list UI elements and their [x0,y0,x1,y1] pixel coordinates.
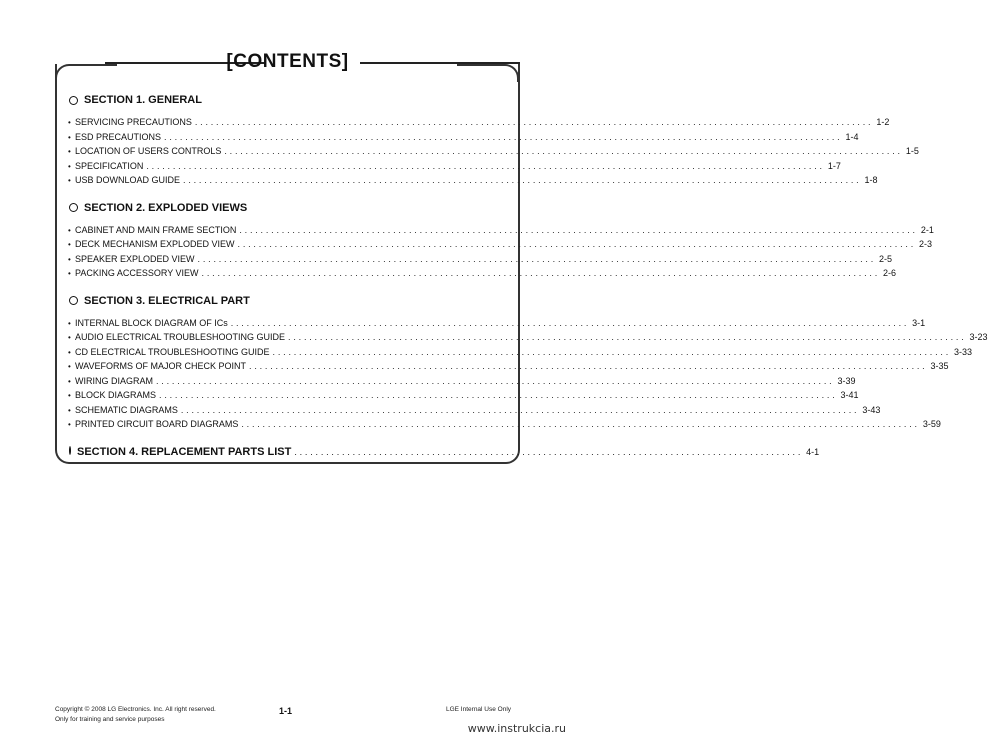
bullet-icon: • [68,333,71,342]
bullet-icon: • [68,420,71,429]
leader-dots: ................................................................................................................................ [194,117,874,127]
leader-dots: ................................................................................................................................ [249,361,928,371]
leader-dots: ................................................................................................................................ [180,404,860,415]
toc-entry[interactable] [68,115,890,130]
toc-entry[interactable] [68,237,933,252]
circle-bullet-icon [69,203,78,212]
section-heading-row[interactable] [68,90,500,110]
leader-dots: ................................................................................................................................ [239,224,918,235]
leader-dots: ................................................................................................................................ [183,175,862,185]
bullet-icon: • [68,161,71,171]
training-text: Only for training and service purposes [55,716,165,723]
toc-section [68,198,934,281]
entry-label: AUDIO ELECTRICAL TROUBLESHOOTING GUIDE [75,332,286,342]
toc-entry[interactable] [68,159,841,174]
frame-corner-right [457,64,519,82]
leader-dots: ................................................................................................................................ [224,146,903,156]
page-ref: 1-4 [845,131,859,142]
entry-label: BLOCK DIAGRAMS [75,390,157,400]
toc-entry[interactable] [68,330,988,345]
page-ref: 2-1 [920,224,934,235]
page-ref: 3-33 [954,346,973,357]
page-title: [CONTENTS] [226,51,349,72]
page-ref: 3-43 [862,404,881,415]
entry-label: DECK MECHANISM EXPLODED VIEW [75,239,235,249]
copyright-text: Copyright © 2008 LG Electronics. Inc. All right reserved. [55,706,216,713]
page-ref: 2-3 [919,239,933,249]
page-ref: 3-23 [969,332,988,342]
entry-label: LOCATION OF USERS CONTROLS [75,146,222,156]
leader-dots: ................................................................................................................................ [288,332,967,342]
section-heading-row[interactable] [68,198,500,218]
entry-label: CABINET AND MAIN FRAME SECTION [75,224,237,235]
leader-dots: ................................................................................................................................ [241,419,920,429]
toc-entry[interactable] [68,403,881,418]
entry-label: WAVEFORMS OF MAJOR CHECK POINT [75,361,247,371]
bullet-icon: • [68,240,71,249]
entry-label: PACKING ACCESSORY VIEW [75,268,199,278]
toc-entry[interactable] [68,388,859,403]
page-ref: 1-5 [905,146,919,156]
bullet-icon: • [68,269,71,278]
page-ref: 3-35 [930,361,949,371]
leader-dots: ................................................................................................................................ [164,131,843,142]
footer-page-number: 1-1 [279,706,293,716]
entry-label: SCHEMATIC DIAGRAMS [75,404,178,415]
leader-dots: ................................................................................................................................ [237,239,916,249]
page-ref: 2-5 [879,253,893,264]
watermark: www.instrukcia.ru [467,722,566,735]
bullet-icon: • [68,225,71,235]
entry-label: ESD PRECAUTIONS [75,131,162,142]
section-heading: SECTION 1. GENERAL [84,94,202,106]
bullet-icon: • [68,318,71,328]
page-ref: 3-41 [840,390,859,400]
page-ref: 4-1 [806,446,820,457]
toc-entry[interactable] [68,252,893,267]
section-4-entry[interactable] [68,445,820,466]
bullet-icon: • [68,391,71,400]
toc-entry[interactable] [68,345,973,360]
footer-internal: LGE Internal Use Only [446,706,512,713]
page-ref: 1-8 [864,175,878,185]
entry-label: SERVICING PRECAUTIONS [75,117,192,127]
toc-section [68,90,919,188]
section-items [68,115,919,188]
entry-label: CD ELECTRICAL TROUBLESHOOTING GUIDE [75,346,270,357]
leader-dots: ................................................................................................................................ [197,253,877,264]
toc-entry[interactable] [68,417,941,432]
page-ref: 3-39 [837,375,856,386]
leader-dots: ................................................................................................................................ [156,375,835,386]
entry-label: SPEAKER EXPLODED VIEW [75,253,195,264]
leader-dots: ................................................................................................................................ [201,268,881,278]
page-ref: 3-1 [912,317,926,328]
bullet-icon: • [68,362,71,371]
table-of-contents [68,90,988,466]
entry-label: PRINTED CIRCUIT BOARD DIAGRAMS [75,419,239,429]
section-heading: SECTION 2. EXPLODED VIEWS [84,201,248,214]
page-ref: 1-7 [827,160,841,171]
toc-entry[interactable] [68,173,878,188]
bullet-icon: • [68,147,71,156]
section-items [68,223,934,281]
page-ref: 3-59 [922,419,941,429]
bullet-icon: • [68,376,71,386]
entry-label: INTERNAL BLOCK DIAGRAM OF ICs [75,317,228,328]
bullet-icon: • [68,176,71,185]
toc-entry[interactable] [68,316,926,331]
bullet-icon: • [68,405,71,415]
entry-label: USB DOWNLOAD GUIDE [75,175,181,185]
toc-entry[interactable] [68,223,934,238]
leader-dots: ................................................................................................................................ [146,160,825,171]
leader-dots: ................................................................................................................................ [230,317,910,328]
entry-label: SPECIFICATION [75,160,144,171]
leader-dots: ................................................................................................................................ [159,390,838,400]
toc-entry[interactable] [68,144,919,159]
entry-label: WIRING DIAGRAM [75,375,153,386]
section-heading: SECTION 4. REPLACEMENT PARTS LIST [77,445,292,458]
toc-entry[interactable] [68,359,949,374]
leader-dots: ................................................................................................................................ [272,346,952,357]
leader-dots: ................................................................................................ [294,446,804,457]
section-heading-row[interactable] [68,291,500,311]
bullet-icon: • [68,118,71,127]
page-ref: 1-2 [876,117,890,127]
section-items [68,316,988,432]
bullet-icon: • [68,132,71,142]
page-ref: 2-6 [883,268,897,278]
circle-bullet-icon [69,446,71,455]
frame-corner-left [55,64,117,82]
bullet-icon: • [68,347,71,357]
toc-entry[interactable] [68,266,897,281]
circle-bullet-icon [69,96,78,105]
toc-entry[interactable] [68,130,859,145]
sections-list [68,90,988,432]
section-heading: SECTION 3. ELECTRICAL PART [84,294,250,307]
toc-entry[interactable] [68,374,856,389]
bullet-icon: • [68,254,71,264]
toc-section [68,291,988,432]
footer-copyright [55,705,216,725]
circle-bullet-icon [69,296,78,305]
